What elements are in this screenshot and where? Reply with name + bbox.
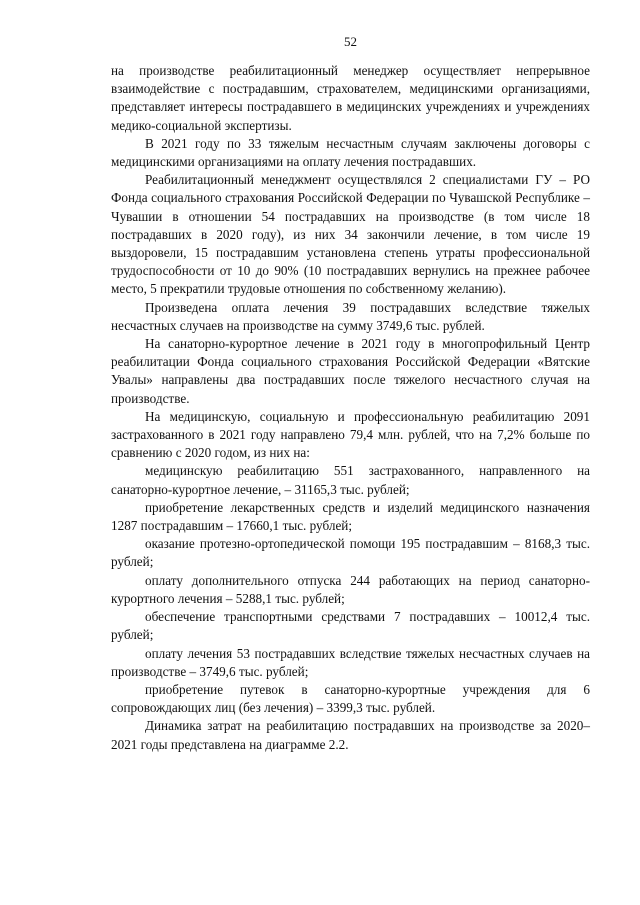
paragraph-5: На санаторно-курортное лечение в 2021 году в многопрофильный Центр реабилитации Фонда социального страхования Российской Федерации «Вятские Увалы» направлены два пострадавших после тяжелого несчастного случая на производстве. [111, 336, 590, 406]
paragraph-final: Динамика затрат на реабилитацию пострадавших на производстве за 2020–2021 годы представлена на диаграмме 2.2. [111, 718, 590, 752]
paragraph-4: Произведена оплата лечения 39 пострадавших вследствие тяжелых несчастных случаев на производстве на сумму 3749,6 тыс. рублей. [111, 299, 590, 333]
list-item-prosthetics: оказание протезно-ортопедической помощи 195 пострадавшим – 8168,3 тыс. рублей; [111, 536, 590, 570]
list-item-medicines: приобретение лекарственных средств и изделий медицинского назначения 1287 пострадавшим – 17660,1 тыс. рублей; [111, 499, 590, 534]
list-item-vouchers: приобретение путевок в санаторно-курортные учреждения для 6 сопровождающих лиц (без лечения) – 3399,3 тыс. рублей. [111, 681, 590, 716]
paragraph-2: В 2021 году по 33 тяжелым несчастным случаям заключены договоры с медицинскими организациями на оплату лечения пострадавших. [111, 135, 590, 170]
body-text [111, 62, 590, 754]
paragraph-3: Реабилитационный менеджмент осуществлялся 2 специалистами ГУ – РО Фонда социального страхования Российской Федерации по Чувашской Республике – Чувашии в отношении 54 пострадавших на производстве (в том числе 18 пострадавших в 2020 году), из них 34 закончили лечение, в том числе 19 выздоровели, 15 пострадавшим установлена степень утраты профессиональной трудоспособности от 10 до 90% (10 пострадавших вернулись на прежнее рабочее место, 5 прекратили трудовые отношения по собственному желанию). [111, 172, 590, 297]
list-item-transport: обеспечение транспортными средствами 7 пострадавших – 10012,4 тыс. рублей; [111, 609, 590, 643]
page-number: 52 [344, 34, 357, 49]
list-item-medical-rehab: медицинскую реабилитацию 551 застрахованного, направленного на санаторно-курортное лечение, – 31165,3 тыс. рублей; [111, 463, 590, 497]
list-item-leave: оплату дополнительного отпуска 244 работающих на период санаторно-курортного лечения – 5288,1 тыс. рублей; [111, 572, 590, 606]
paragraph-1: на производстве реабилитационный менеджер осуществляет непрерывное взаимодействие с пострадавшим, страхователем, медицинскими организациями, представляет интересы пострадавшего в медицинских учреждениях и учреждениях медико-социальной экспертизы. [111, 63, 590, 133]
paragraph-6: На медицинскую, социальную и профессиональную реабилитацию 2091 застрахованного в 2021 году направлено 79,4 млн. рублей, что на 7,2% больше по сравнению с 2020 годом, из них на: [111, 408, 590, 461]
list-item-treatment: оплату лечения 53 пострадавших вследствие тяжелых несчастных случаев на производстве – 3749,6 тыс. рублей; [111, 645, 590, 679]
